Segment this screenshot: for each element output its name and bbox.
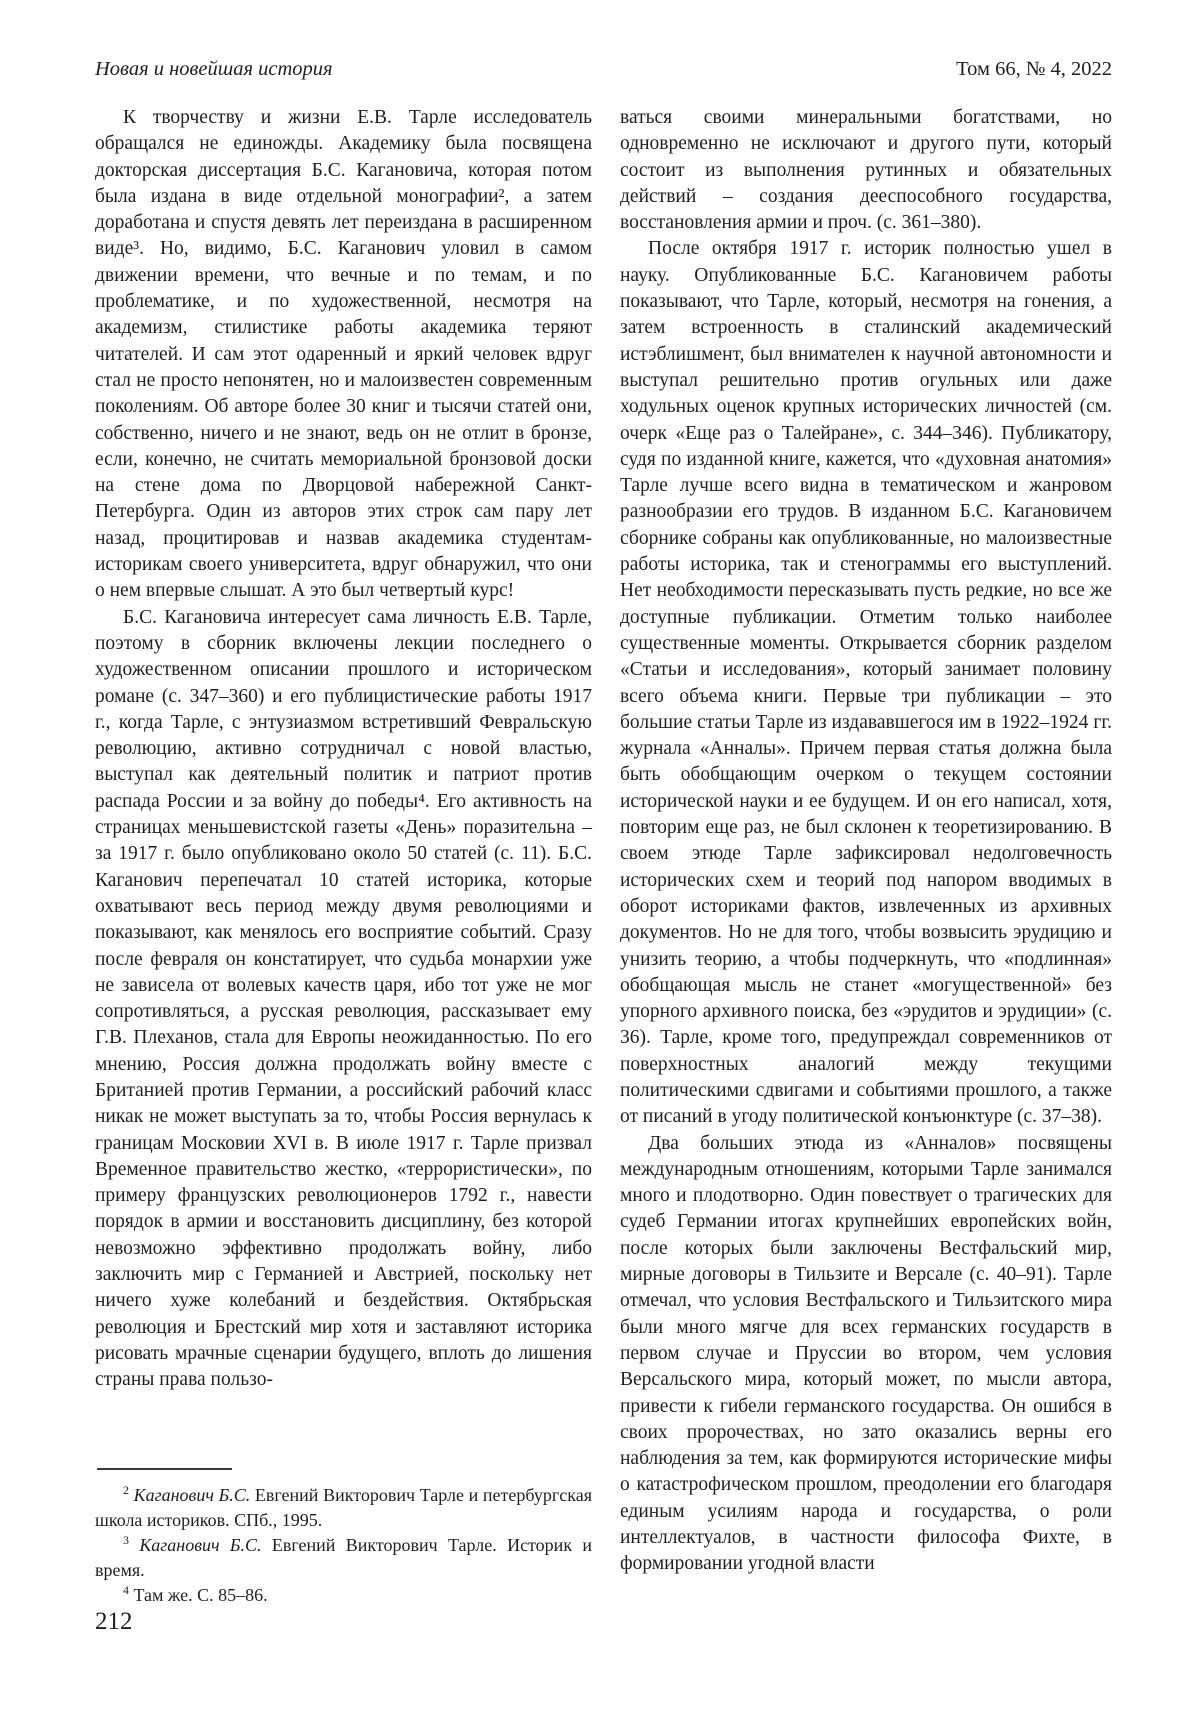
journal-title: Новая и новейшая история bbox=[95, 58, 333, 80]
footnote-author: Каганович Б.С. bbox=[133, 1485, 251, 1505]
footnote-text: Там же. С. 85–86. bbox=[133, 1585, 268, 1605]
right-column bbox=[620, 105, 1112, 1578]
paragraph: ваться своими минеральными богатствами, но одновременно не исключают и другого пути, который состоит из выполнения рутинных и обязательных действий – создания дееспособного государства, восстановления армии и проч. (с. 361–380). bbox=[620, 107, 1112, 234]
page-header bbox=[95, 58, 1112, 81]
footnote-marker: 2 bbox=[123, 1483, 129, 1497]
paragraph: Б.С. Кагановича интересует сама личность Е.В. Тарле, поэтому в сборник включены лекции последнего о художественном описании прошлого и историческом романе (с. 347–360) и его публицистические работы 1917 г., когда Тарле, с энтузиазмом встретивший Февральскую революцию, активно сотрудничал с новой властью, выступал как деятельный политик и патриот против распада России и за войну до победы⁴. Его активность на страницах меньшевистской газеты «День» поразительна – за 1917 г. было опубликовано около 50 статей (с. 11). Б.С. Каганович перепечатал 10 статей историка, которые охватывают весь период между двумя революциями и показывают, как менялось его восприятие событий. Сразу после февраля он констатирует, что судьба монархии уже не зависела от волевых качеств царя, ибо тот уже не мог сопротивляться, а русская революция, рассказывает ему Г.В. Плеханов, стала для Европы неожиданностью. По его мнению, Россия должна продолжать войну вместе с Британией против Германии, а российский рабочий класс никак не может выступать за то, чтобы Россия вернулась к границам Московии XVI в. В июле 1917 г. Тарле призвал Временное правительство жестко, «террористически», по примеру французских революционеров 1792 г., навести порядок в армии и восстановить дисциплину, без которой невозможно эффективно продолжать войну, либо заключить мир с Германией и Австрией, поскольку нет ничего хуже колебаний и бездействия. Октябрьская революция и Брестский мир хотя и заставляют историка рисовать мрачные сценарии будущего, вплоть до лишения страны права пользо- bbox=[95, 606, 592, 1391]
footnote-marker: 4 bbox=[123, 1583, 129, 1597]
left-column bbox=[95, 105, 592, 1578]
footnote-text: Евгений Викторович Тарле. Историк и время. bbox=[95, 1535, 593, 1580]
footnote-text: Евгений Викторович Тарле и петербургская школа историков. СПб., 1995. bbox=[95, 1485, 592, 1530]
paragraph: К творчеству и жизни Е.В. Тарле исследователь обращался не единожды. Академику была посвящена докторская диссертация Б.С. Кагановича, которая потом была издана в виде отдельной монографии², а затем доработана и спустя девять лет переиздана в расширенном виде³. Но, видимо, Б.С. Каганович уловил в самом движении времени, что вечные и по темам, и по проблематике, и по художественной, несмотря на академизм, стилистике работы академика теряют читателей. И сам этот одаренный и яркий человек вдруг стал не просто непонятен, но и малоизвестен современным поколениям. Об авторе более 30 книг и тысячи статей они, собственно, ничего и не знают, ведь он не отлит в бронзе, если, конечно, не считать мемориальной бронзовой доски на стене дома по Дворцовой набережной Санкт-Петербурга. Один из авторов этих строк сам пару лет назад, процитировав и назвав академика студентам-историкам своего университета, вдруг обнаружил, что они о нем впервые слышат. А это был четвертый курс! bbox=[95, 107, 592, 602]
footnote-marker: 3 bbox=[123, 1533, 129, 1547]
paragraph: После октября 1917 г. историк полностью ушел в науку. Опубликованные Б.С. Кагановичем работы показывают, что Тарле, который, несмотря на гонения, а затем встроенность в сталинский академический истэблишмент, был внимателен к научной автономности и выступал решительно против огульных или даже ходульных оценок крупных исторических личностей (см. очерк «Еще раз о Талейране», с. 344–346). Публикатору, судя по изданной книге, кажется, что «духовная анатомия» Тарле лучше всего видна в тематическом и жанровом разнообразии его трудов. В изданном Б.С. Кагановичем сборнике собраны как опубликованные, но малоизвестные работы историка, так и стенограммы его выступлений. Нет необходимости пересказывать пусть редкие, но все же доступные публикации. Отметим только наиболее существенные моменты. Открывается сборник разделом «Статьи и исследования», который занимает половину всего объема книги. Первые три публикации – это большие статьи Тарле из издававшегося им в 1922–1924 гг. журнала «Анналы». Причем первая статья должна была быть обобщающим очерком о текущем состоянии исторической науки и ее будущем. И он его написал, хотя, повторим еще раз, не был склонен к теоретизированию. В своем этюде Тарле зафиксировал недолговечность исторических схем и теорий под напором вводимых в оборот историками фактов, извлеченных из архивных документов. Но не для того, чтобы возвысить эрудицию и унизить теорию, а чтобы подчеркнуть, что «подлинная» обобщающая мысль не станет «могущественной» без упорного архивного поиска, без «эрудитов и эрудиции» (с. 36). Тарле, кроме того, предупреждал современников от поверхностных аналогий между текущими политическими сдвигами и событиями прошлого, а также от писаний в угоду политической конъюнктуре (с. 37–38). bbox=[620, 238, 1112, 1128]
paragraph: Два больших этюда из «Анналов» посвящены международным отношениям, которыми Тарле занимался много и плодотворно. Один повествует о трагических для судеб Германии итогах крупнейших европейских войн, после которых были заключены Вестфальский мир, мирные договоры в Тильзите и Версале (с. 40–91). Тарле отмечал, что условия Вестфальского и Тильзитского мира были много мягче для всех германских государств в первом случае и Пруссии во втором, чем условия Версальского мира, который может, по мысли автора, привести к гибели германского государства. Он ошибся в своих пророчествах, но зато оказались верны его наблюдения за тем, как формируются исторические мифы о катастрофическом прошлом, преодолении его благодаря единым усилиям народа и государства, о роли интеллектуалов, в частности философа Фихте, в формировании угодной власти bbox=[620, 1132, 1112, 1575]
footnote bbox=[95, 1583, 592, 1608]
issue-info: Том 66, № 4, 2022 bbox=[956, 58, 1112, 80]
page-number: 212 bbox=[95, 1608, 133, 1635]
footnote bbox=[95, 1533, 592, 1583]
footnote-author: Каганович Б.С. bbox=[139, 1535, 262, 1555]
footnote bbox=[95, 1483, 592, 1533]
footnote-separator bbox=[97, 1468, 232, 1470]
footnotes bbox=[95, 1483, 592, 1608]
article-body bbox=[95, 105, 1112, 1578]
